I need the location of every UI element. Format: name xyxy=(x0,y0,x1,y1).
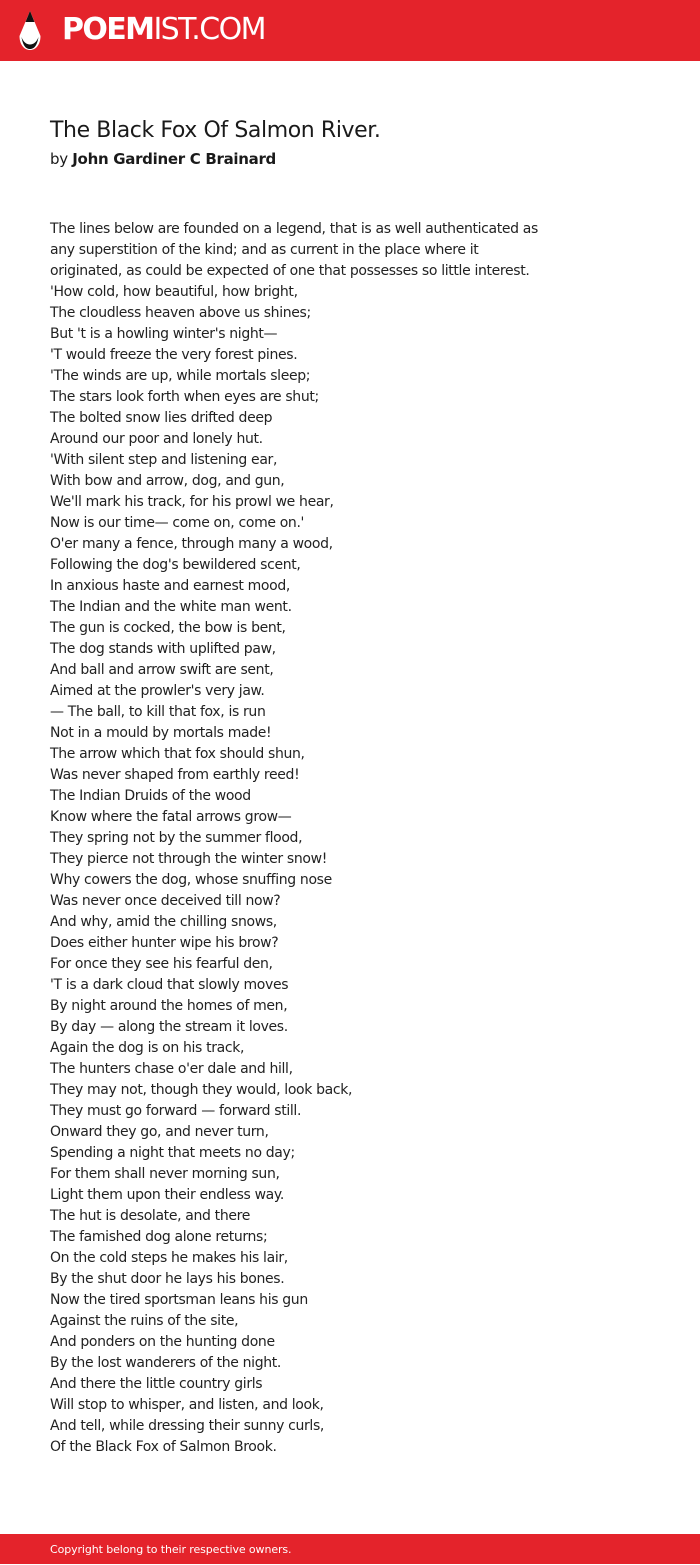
site-logo-text[interactable] xyxy=(62,12,265,48)
poem-line: By day — along the stream it loves. xyxy=(50,1019,288,1035)
poem-line: They spring not by the summer flood, xyxy=(50,830,303,846)
poem-title: The Black Fox Of Salmon River. xyxy=(50,118,381,143)
poem-line: They pierce not through the winter snow! xyxy=(50,851,327,867)
poem-line: — The ball, to kill that fox, is run xyxy=(50,704,266,720)
poem-line: any superstition of the kind; and as current in the place where it xyxy=(50,242,479,258)
poem-line: By the lost wanderers of the night. xyxy=(50,1355,282,1371)
poem-line: The arrow which that fox should shun, xyxy=(50,746,305,762)
poem-line: The lines below are founded on a legend, that is as well authenticated as xyxy=(50,221,538,237)
poem-line: The cloudless heaven above us shines; xyxy=(50,305,311,321)
poem-line: By the shut door he lays his bones. xyxy=(50,1271,285,1287)
poem-line: With bow and arrow, dog, and gun, xyxy=(50,473,285,489)
poem-line: Onward they go, and never turn, xyxy=(50,1124,269,1140)
poem-line: By night around the homes of men, xyxy=(50,998,288,1014)
poem-line: But 't is a howling winter's night— xyxy=(50,326,278,342)
poem-line: Was never once deceived till now? xyxy=(50,893,281,909)
poem-line: 'How cold, how beautiful, how bright, xyxy=(50,284,298,300)
poem-line: The hut is desolate, and there xyxy=(50,1208,250,1224)
poem-body xyxy=(50,219,660,1458)
poem-line: 'With silent step and listening ear, xyxy=(50,452,278,468)
poem-line: The dog stands with uplifted paw, xyxy=(50,641,276,657)
poem-line: 'T is a dark cloud that slowly moves xyxy=(50,977,289,993)
copyright-notice: Copyright belong to their respective owners. xyxy=(50,1543,292,1556)
poem-line: The famished dog alone returns; xyxy=(50,1229,268,1245)
poem-line: And why, amid the chilling snows, xyxy=(50,914,277,930)
logo-bold-part: POEM xyxy=(62,12,154,47)
poem-line: Of the Black Fox of Salmon Brook. xyxy=(50,1439,277,1455)
poem-line: Following the dog's bewildered scent, xyxy=(50,557,301,573)
poem-line: 'T would freeze the very forest pines. xyxy=(50,347,298,363)
poem-line: Spending a night that meets no day; xyxy=(50,1145,295,1161)
poem-line: And ball and arrow swift are sent, xyxy=(50,662,274,678)
poem-line: The stars look forth when eyes are shut; xyxy=(50,389,319,405)
poem-line: Now is our time— come on, come on.' xyxy=(50,515,305,531)
poem-line: The Indian Druids of the wood xyxy=(50,788,251,804)
poem-line: The Indian and the white man went. xyxy=(50,599,292,615)
poem-line: In anxious haste and earnest mood, xyxy=(50,578,290,594)
poem-line: And tell, while dressing their sunny curls, xyxy=(50,1418,325,1434)
poem-line: 'The winds are up, while mortals sleep; xyxy=(50,368,311,384)
poem-line: originated, as could be expected of one that possesses so little interest. xyxy=(50,263,530,279)
poem-line: On the cold steps he makes his lair, xyxy=(50,1250,288,1266)
site-footer xyxy=(0,1534,700,1564)
poem-line: Will stop to whisper, and listen, and look, xyxy=(50,1397,324,1413)
poem-line: Light them upon their endless way. xyxy=(50,1187,284,1203)
site-header xyxy=(0,0,700,61)
logo-light-part: IST.COM xyxy=(153,12,265,47)
poem-line: For them shall never morning sun, xyxy=(50,1166,280,1182)
poem-line: The bolted snow lies drifted deep xyxy=(50,410,273,426)
poem-line: Around our poor and lonely hut. xyxy=(50,431,263,447)
poem-line: Aimed at the prowler's very jaw. xyxy=(50,683,265,699)
poem-line: O'er many a fence, through many a wood, xyxy=(50,536,333,552)
poem-line: Against the ruins of the site, xyxy=(50,1313,239,1329)
poem-line: We'll mark his track, for his prowl we hear, xyxy=(50,494,334,510)
poem-line: The gun is cocked, the bow is bent, xyxy=(50,620,286,636)
poem-line: They may not, though they would, look back, xyxy=(50,1082,353,1098)
pencil-tip-icon[interactable] xyxy=(18,10,42,51)
poem-line: Why cowers the dog, whose snuffing nose xyxy=(50,872,332,888)
poem-line: Now the tired sportsman leans his gun xyxy=(50,1292,308,1308)
poem-line: Not in a mould by mortals made! xyxy=(50,725,272,741)
poem-line: And ponders on the hunting done xyxy=(50,1334,275,1350)
poem-line: Again the dog is on his track, xyxy=(50,1040,245,1056)
poem-line: And there the little country girls xyxy=(50,1376,263,1392)
poem-line: They must go forward — forward still. xyxy=(50,1103,302,1119)
poem-line: The hunters chase o'er dale and hill, xyxy=(50,1061,293,1077)
byline-prefix: by xyxy=(50,150,68,168)
poem-line: For once they see his fearful den, xyxy=(50,956,273,972)
poem-author: John Gardiner C Brainard xyxy=(72,150,276,168)
poem-byline xyxy=(50,148,276,170)
poem-line: Know where the fatal arrows grow— xyxy=(50,809,292,825)
poem-line: Was never shaped from earthly reed! xyxy=(50,767,300,783)
poem-line: Does either hunter wipe his brow? xyxy=(50,935,279,951)
